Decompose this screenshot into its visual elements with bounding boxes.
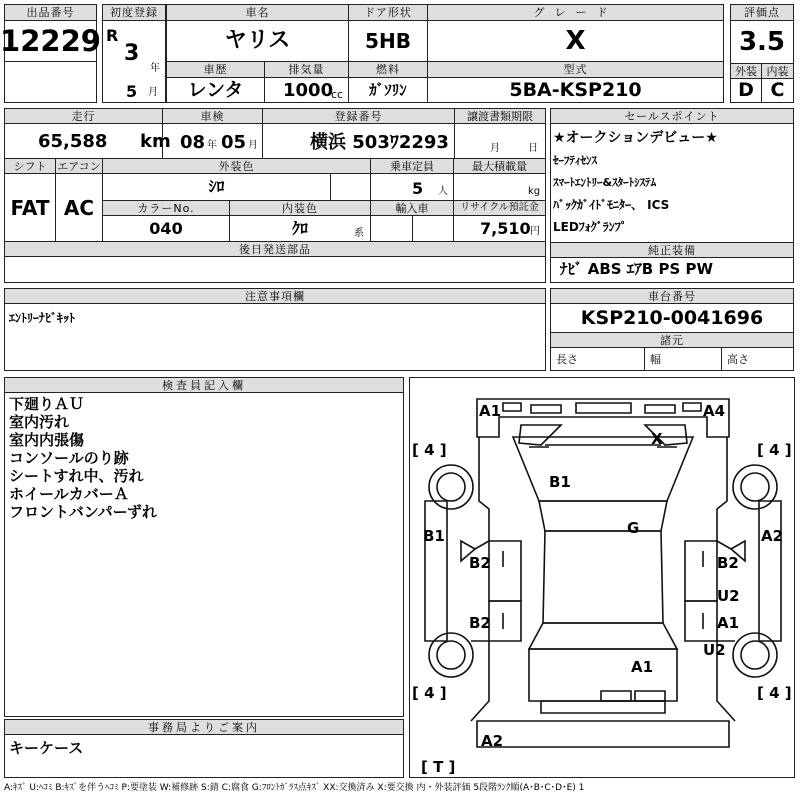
chassis-no: KSP210-0041696 <box>550 303 794 333</box>
color-no: 040 <box>102 215 230 242</box>
reg-year-unit: 年 <box>150 63 160 74</box>
int-score: C <box>761 78 794 103</box>
mark-right-rear-door: A1 <box>717 614 740 632</box>
import-box-a <box>370 215 413 242</box>
insp-month-unit: 月 <box>248 140 258 151</box>
int-color-label: 内装色 <box>229 200 371 216</box>
grade: X <box>427 20 724 62</box>
sales-item: ﾊﾞｯｸｶﾞｲﾄﾞﾓﾆﾀｰ、 ICS <box>553 198 670 212</box>
office-text: キーケース <box>9 739 84 757</box>
ext-label: 外装 <box>730 63 762 79</box>
import-box-b <box>412 215 454 242</box>
mark-windshield: X <box>651 430 663 448</box>
tire-rear-right: [ 4 ] <box>757 684 792 702</box>
ext-color: ｼﾛ <box>102 173 331 201</box>
height-label: 高さ <box>727 353 749 366</box>
mark-left-rear-door: B2 <box>469 614 491 632</box>
grade-label: グレード <box>427 4 724 21</box>
era: R <box>106 26 119 45</box>
first-reg-label: 初度登録 <box>102 4 166 21</box>
cc-unit: cc <box>331 88 344 101</box>
inspector-line: シートすれ中、汚れ <box>9 467 144 485</box>
lot-no-label: 出品番号 <box>4 4 97 21</box>
inspector-line: 室内汚れ <box>9 413 70 431</box>
int-color-suffix: 系 <box>354 228 364 239</box>
transfer-day: 日 <box>528 143 538 154</box>
shift-label: シフト <box>4 158 56 174</box>
lot-no-blank <box>4 61 97 103</box>
reg-month-unit: 月 <box>148 87 158 98</box>
color-no-label: カラーNo. <box>102 200 230 216</box>
equip-label: 純正装備 <box>550 242 794 258</box>
mark-left-front-fender: B1 <box>423 527 445 545</box>
mileage-label: 走行 <box>4 108 163 124</box>
ext-color-label: 外装色 <box>102 158 371 174</box>
insp-year-unit: 年 <box>207 140 217 151</box>
notes-box <box>4 303 546 371</box>
capacity-label: 乗車定員 <box>370 158 454 174</box>
inspector-label: 検査員記入欄 <box>4 377 404 393</box>
score: 3.5 <box>730 20 794 64</box>
notes-text: ｴﾝﾄﾘｰﾅﾋﾞｷｯﾄ <box>9 311 76 325</box>
tire-front-left: [ 4 ] <box>412 441 447 459</box>
door: 5HB <box>348 20 428 62</box>
plate-label: 登録番号 <box>262 108 455 124</box>
mileage-unit: km <box>140 131 171 152</box>
history-label: 車歴 <box>166 61 265 78</box>
equipment: ﾅﾋﾞ ABS ｴｱB PS PW <box>560 260 714 278</box>
history: レンタ <box>166 77 265 103</box>
chassis-label: 車台番号 <box>550 288 794 304</box>
fuel-label: 燃料 <box>348 61 428 78</box>
tire-front-right: [ 4 ] <box>757 441 792 459</box>
sales-item: ★オークションデビュー★ <box>553 130 718 146</box>
transfer-month: 月 <box>490 143 500 154</box>
mark-right-front-door: B2 <box>717 554 739 572</box>
recycle: 7,510 <box>480 219 531 238</box>
tire-rear-left: [ 4 ] <box>412 684 447 702</box>
recycle-unit: 円 <box>530 226 540 237</box>
lot-no: 12229 <box>4 20 97 62</box>
mark-trunk: A1 <box>631 658 654 676</box>
mark-right-sill: U2 <box>717 587 740 605</box>
tire-spare: [ T ] <box>421 758 456 776</box>
inspector-line: コンソールのり跡 <box>9 449 129 467</box>
mark-front-right: A4 <box>703 402 726 420</box>
int-color: ｸﾛ <box>229 215 371 242</box>
reg-month: 5 <box>126 82 138 101</box>
mark-roof: G <box>627 519 640 537</box>
displacement: 1000 <box>283 80 334 101</box>
model-label: 型式 <box>427 61 724 78</box>
mark-front-left: A1 <box>479 402 502 420</box>
sales-item: ｽﾏｰﾄｴﾝﾄﾘｰ&ｽﾀｰﾄｼｽﾃﾑ <box>553 176 657 189</box>
sales-item: LEDﾌｫｸﾞﾗﾝﾌﾟ <box>553 220 627 234</box>
inspector-line: 室内内張傷 <box>9 431 85 449</box>
sales-label: セールスポイント <box>550 108 794 124</box>
recycle-label: リサイクル預託金 <box>453 200 546 216</box>
model: 5BA-KSP210 <box>427 77 724 103</box>
insp-year: 08 <box>180 132 206 153</box>
inspector-line: 下廻りＡＵ <box>9 395 85 413</box>
int-label: 内装 <box>761 63 794 79</box>
mark-rear-left: A2 <box>481 732 504 750</box>
score-label: 評価点 <box>730 4 794 21</box>
length-label: 長さ <box>556 353 578 366</box>
mileage: 65,588 <box>38 131 108 152</box>
load-label: 最大積載量 <box>453 158 546 174</box>
later-parts-label: 後日発送部品 <box>4 241 546 257</box>
width-label: 幅 <box>650 353 661 366</box>
notes-label: 注意事項欄 <box>4 288 546 304</box>
inspection-label: 車検 <box>162 108 263 124</box>
door-label: ドア形状 <box>348 4 428 21</box>
displacement-label: 排気量 <box>264 61 349 78</box>
insp-month: 05 <box>221 132 247 153</box>
ext-color-extra <box>330 173 371 201</box>
load-unit: kg <box>528 186 541 197</box>
mark-left-front-door: B2 <box>469 554 491 572</box>
capacity: 5 <box>412 179 424 198</box>
spec-label: 諸元 <box>550 332 794 348</box>
reg-year: 3 <box>124 41 140 66</box>
name-label: 車名 <box>166 4 349 21</box>
capacity-unit: 人 <box>438 186 448 197</box>
transfer-label: 譲渡書類期限 <box>454 108 546 124</box>
sales-item: ｾｰﾌﾃｨｾﾝｽ <box>553 154 597 167</box>
mark-hood: B1 <box>549 473 571 491</box>
inspector-line: ホイールカバーＡ <box>9 485 129 503</box>
inspector-line: フロントバンパーずれ <box>9 503 157 521</box>
car-diagram <box>409 377 795 778</box>
shift: FAT <box>4 173 56 242</box>
import-label: 輸入車 <box>370 200 454 216</box>
plate: 横浜 503ﾜ2293 <box>310 132 449 153</box>
fuel: ｶﾞｿﾘﾝ <box>348 77 428 103</box>
car-name: ヤリス <box>166 20 349 62</box>
ac-label: エアコン <box>55 158 103 174</box>
ext-score: D <box>730 78 762 103</box>
legend: A:ｷｽﾞ U:ﾍｺﾐ B:ｷｽﾞを伴うﾍｺﾐ P:要塗装 W:補修跡 S:錆 C:腐食 G:ﾌﾛﾝﾄｶﾞﾗｽ点ｷｽﾞ XX:交換済み X:要交換 内・外装評価 5段階ﾗﾝｸ順(A･B･C･D･E) 1 <box>4 783 585 793</box>
mark-right-rear-panel: U2 <box>703 641 726 659</box>
office-label: 事務局よりご案内 <box>4 719 404 735</box>
ac: AC <box>55 173 103 242</box>
mark-right-front-fender: A2 <box>761 527 784 545</box>
